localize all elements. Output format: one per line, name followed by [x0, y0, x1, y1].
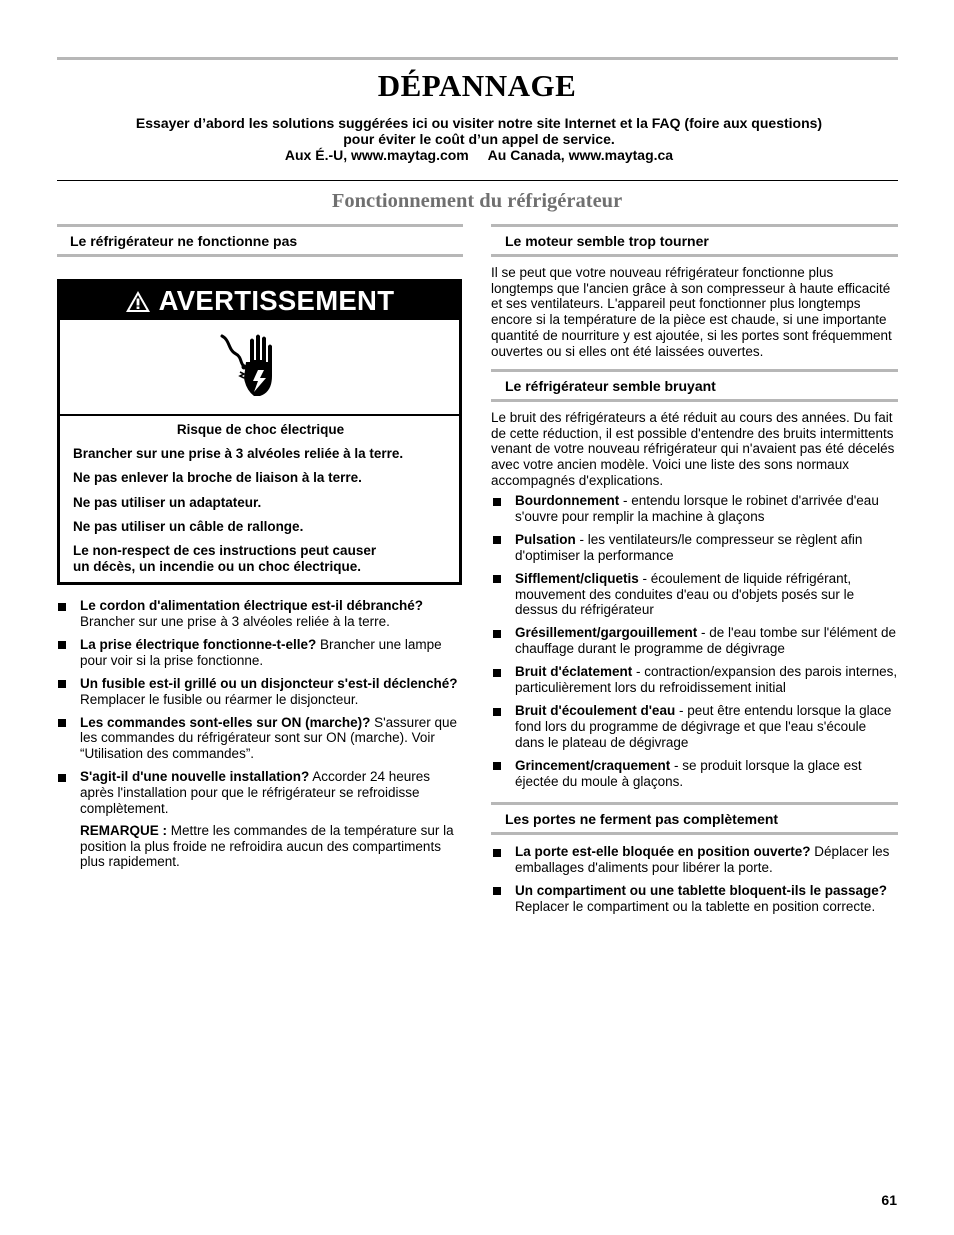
sound-name: Bourdonnement: [515, 493, 620, 508]
list-item: [491, 758, 899, 789]
intro-line: Aux É.-U, www.maytag.com Au Canada, www.maytag.ca: [284, 147, 674, 163]
intro-line: pour éviter le coût d’un appel de service.: [343, 131, 615, 147]
item-question: S'agit-il d'une nouvelle installation?: [80, 769, 310, 785]
item-question: La prise électrique fonctionne-t-elle?: [80, 636, 317, 652]
note-label: REMARQUE :: [80, 822, 167, 838]
section-rule: [57, 180, 898, 181]
sound-name: Sifflement/cliquetis: [515, 570, 639, 586]
note-text: Mettre les commandes de la température sur la position la plus froide ne refroidira aucun des compartiments plus rapidement.: [80, 822, 454, 870]
bullet-square-icon: [58, 603, 66, 611]
sound-desc: - entendu lorsque le robinet d'arrivée d'eau s'ouvre pour remplir la machine à glaçons: [515, 493, 879, 524]
note: [56, 823, 464, 870]
bullet-square-icon: [58, 641, 66, 649]
left-checklist: [56, 598, 464, 878]
subhead-noisy: Le réfrigérateur semble bruyant: [505, 378, 716, 394]
item-answer: Brancher sur une prise à 3 alvéoles reliée à la terre.: [80, 613, 390, 629]
page-number: 61: [881, 1192, 897, 1208]
subhead-rule-top: [491, 802, 898, 805]
bullet-square-icon: [493, 669, 501, 677]
warning-line: un décès, un incendie ou un choc électrique.: [73, 558, 362, 574]
bullet-square-icon: [58, 680, 66, 688]
warning-title: AVERTISSEMENT: [158, 285, 395, 316]
warning-line: Le non-respect de ces instructions peut causer: [73, 542, 377, 558]
item-answer: Déplacer les emballages d'aliments pour libérer la porte.: [515, 844, 890, 875]
sound-desc: - contraction/expansion des parois internes, particulièrement lors du refroidissement initial: [515, 664, 898, 696]
sound-desc: - de l'eau tombe sur l'élément de chauffage durant le programme de dégivrage: [515, 625, 897, 657]
list-item: [491, 703, 899, 750]
item-answer: Replacer le compartiment ou la tablette en position correcte.: [515, 898, 876, 914]
electric-shock-hand-icon: [218, 332, 288, 402]
bullet-square-icon: [493, 887, 501, 895]
item-question: La porte est-elle bloquée en position ouverte?: [515, 844, 811, 859]
list-item: [56, 676, 464, 707]
list-item: [56, 637, 464, 668]
subhead-rule-top: [491, 369, 898, 372]
warning-box: [57, 279, 462, 585]
item-answer: S'assurer que les commandes du réfrigérateur sont sur ON (marche). Voir “Utilisation des commandes”.: [80, 714, 457, 762]
list-item: [491, 664, 899, 695]
item-answer: Brancher une lampe pour voir si la prise fonctionne.: [80, 636, 442, 668]
section-heading: Fonctionnement du réfrigérateur: [331, 190, 623, 212]
bullet-square-icon: [493, 498, 501, 506]
subhead-rule-top: [491, 224, 898, 227]
bullet-square-icon: [493, 708, 501, 716]
list-item: [491, 532, 899, 563]
subhead-rule-bottom: [57, 254, 463, 257]
list-item: [56, 769, 464, 816]
sound-name: Bruit d'écoulement d'eau: [515, 703, 676, 719]
page-title: DÉPANNAGE: [377, 68, 577, 103]
list-item: [56, 715, 464, 762]
sound-desc: - se produit lorsque la glace est éjectée du moule à glaçons.: [515, 757, 862, 789]
item-question: Les commandes sont-elles sur ON (marche)?: [80, 714, 371, 730]
subhead-doors: Les portes ne ferment pas complètement: [505, 811, 779, 827]
bullet-square-icon: [58, 774, 66, 782]
subhead-rule-top: [57, 224, 463, 227]
list-item: [491, 571, 899, 618]
warning-icon-area: [60, 320, 459, 414]
sound-name: Pulsation: [515, 531, 576, 547]
list-item: [56, 598, 464, 629]
subhead-rule-bottom: [491, 254, 898, 257]
sound-desc: - les ventilateurs/le compresseur se règlent afin d'optimiser la performance: [515, 531, 863, 563]
sound-name: Bruit d'éclatement: [515, 664, 633, 680]
warning-divider: [60, 414, 459, 416]
subhead-rule-bottom: [491, 399, 898, 402]
item-question: Un fusible est-il grillé ou un disjoncteur s'est-il déclenché?: [80, 675, 458, 691]
list-item: [491, 844, 899, 875]
intro-text: [60, 115, 898, 163]
subhead-not-working: Le réfrigérateur ne fonctionne pas: [70, 233, 298, 249]
warning-triangle-icon: [125, 290, 151, 313]
item-question: Un compartiment ou une tablette bloquent-ils le passage?: [515, 882, 888, 898]
item-answer: Accorder 24 heures après l'installation pour que le réfrigérateur se refroidisse complètement.: [80, 769, 431, 816]
subhead-motor: Le moteur semble trop tourner: [505, 233, 709, 249]
intro-line: Essayer d’abord les solutions suggérées ici ou visiter notre site Internet et la FAQ (foire aux questions): [135, 115, 823, 131]
doors-list: [491, 844, 899, 922]
bullet-square-icon: [493, 575, 501, 583]
subhead-rule-bottom: [491, 832, 898, 835]
item-question: Le cordon d'alimentation électrique est-il débranché?: [80, 598, 424, 613]
bullet-square-icon: [493, 630, 501, 638]
noisy-text: Le bruit des réfrigérateurs a été réduit au cours des années. Du fait de cette réduction, il est possible d'entendre des bruits intermittents venant de votre nouveau réfrigérateur qui n'avaient pas été décelés avec votre ancien modèle. Voici une liste des sons normaux accompagnés d'explications.: [491, 410, 895, 488]
warning-line-risk: Risque de choc électrique: [176, 422, 345, 437]
sound-desc: - écoulement de liquide réfrigérant, mouvement des conduites d'eau ou d'objets posés sur le dessus du réfrigérateur: [515, 570, 855, 618]
warning-text: [73, 422, 448, 575]
item-answer: Remplacer le fusible ou réarmer le disjoncteur.: [80, 691, 359, 707]
sound-name: Grésillement/gargouillement: [515, 625, 698, 641]
list-item: [491, 493, 899, 524]
list-item: [491, 883, 899, 914]
bullet-square-icon: [493, 536, 501, 544]
bullet-square-icon: [493, 762, 501, 770]
sound-name: Grincement/craquement: [515, 757, 671, 773]
motor-text: Il se peut que votre nouveau réfrigérateur fonctionne plus longtemps que l'ancien grâce à son compresseur à haute efficacité et ses ventilateurs. L'appareil peut fonctionner plus longtemps encore si la température de la pièce est chaude, si une importante quantité de nourriture y est ajoutée, si les portes sont fréquemment ouvertes ou si elles ont été laissées ouvertes.: [491, 265, 892, 359]
warning-line: Ne pas utiliser un adaptateur.: [73, 494, 262, 510]
warning-header: [60, 282, 459, 320]
sound-desc: - peut être entendu lorsque la glace fond lors du programme de dégivrage et que l'eau s'écoule dans le plateau de dégivrage: [515, 703, 892, 750]
bullet-square-icon: [493, 849, 501, 857]
top-rule: [57, 57, 898, 60]
warning-line: Ne pas enlever la broche de liaison à la terre.: [73, 470, 362, 486]
bullet-square-icon: [58, 719, 66, 727]
warning-line: Ne pas utiliser un câble de rallonge.: [73, 518, 304, 534]
noise-list: [491, 493, 899, 797]
list-item: [491, 625, 899, 656]
warning-line: Brancher sur une prise à 3 alvéoles reliée à la terre.: [73, 446, 404, 462]
